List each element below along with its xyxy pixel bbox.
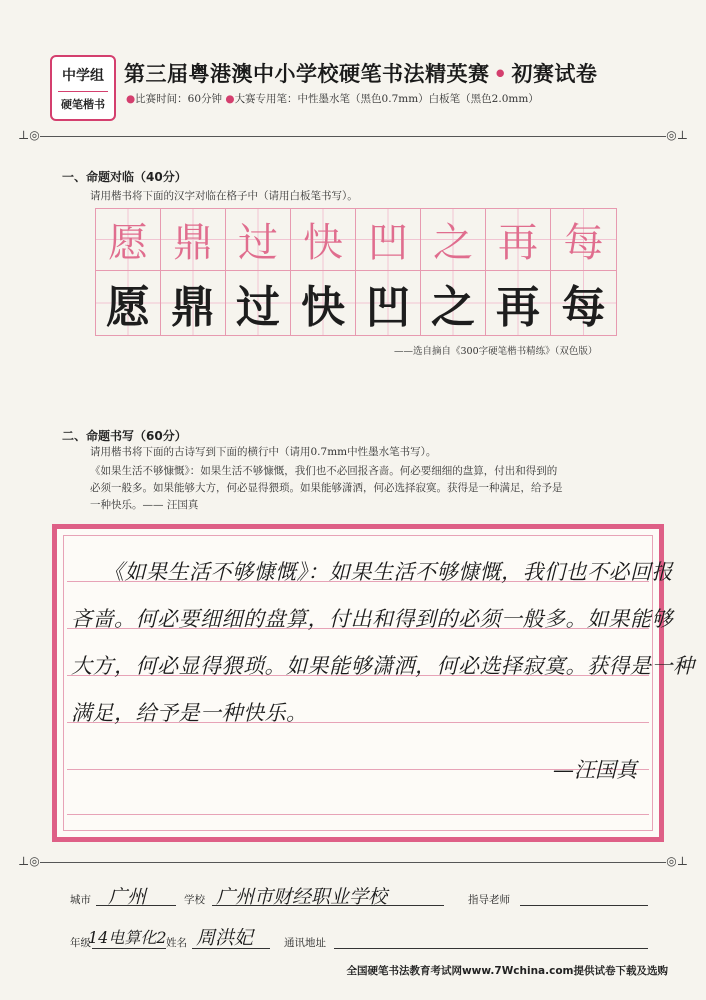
grid-cell-model — [551, 209, 616, 271]
model-char: 快 — [303, 220, 343, 266]
city-field[interactable]: 广州 — [108, 886, 147, 908]
badge-style-label: 硬笔楷书 — [61, 98, 105, 111]
teacher-underline — [520, 905, 648, 906]
poem-line: 一种快乐。—— 汪国真 — [90, 499, 199, 511]
grid-cell-copy[interactable] — [226, 271, 291, 335]
title-main: 第三届粤港澳中小学校硬笔书法精英赛 — [124, 62, 490, 86]
name-label: 姓名 — [166, 937, 187, 949]
poem-line: 《如果生活不够慷慨》：如果生活不够慷慨，我们也不必回报吝啬。何必要细细的盘算，付出和得到的 — [90, 465, 558, 477]
grid-cell-model — [96, 209, 161, 271]
grade-field[interactable]: 14电算化2 — [88, 928, 167, 947]
page-title — [124, 58, 597, 88]
section1-title: 一、命题对临（40分） — [62, 170, 187, 184]
copied-char: 再 — [496, 282, 540, 333]
section2-title: 二、命题书写（60分） — [62, 429, 187, 443]
copied-char: 快 — [301, 282, 345, 333]
grid-cell-copy[interactable] — [356, 271, 421, 335]
copied-char: 之 — [431, 282, 475, 333]
badge-separator — [58, 91, 108, 92]
ornament-icon: ◎⊥ — [666, 128, 688, 142]
writing-frame[interactable] — [52, 524, 695, 842]
grid-cell-copy[interactable] — [161, 271, 226, 335]
address-label: 通讯地址 — [284, 937, 326, 949]
grade-underline — [92, 948, 166, 949]
bottom-divider — [18, 854, 688, 868]
copy-grid — [95, 208, 617, 336]
top-divider — [18, 128, 688, 142]
grade-label: 年级 — [70, 937, 91, 949]
section1-instruction: 请用楷书将下面的汉字对临在格子中（请用白板笔书写）。 — [90, 190, 358, 202]
address-underline — [334, 948, 648, 949]
ruled-line — [67, 814, 649, 815]
bullet-icon: ● — [126, 93, 136, 105]
model-char: 每 — [563, 220, 604, 266]
bullet-icon: ● — [225, 93, 235, 105]
copied-char: 凹 — [366, 282, 410, 333]
source-attribution: ——选自摘自《300字硬笔楷书精练》（双色版） — [394, 346, 598, 357]
copied-char: 每 — [561, 282, 606, 333]
copied-char: 愿 — [106, 282, 150, 333]
grid-cell-copy[interactable] — [551, 271, 616, 335]
grid-cell-copy[interactable] — [291, 271, 356, 335]
model-char: 愿 — [108, 220, 148, 266]
grid-cell-model — [226, 209, 291, 271]
title-suffix: 初赛试卷 — [511, 62, 598, 86]
model-char: 之 — [433, 220, 473, 266]
copied-char: 过 — [236, 282, 280, 333]
name-field[interactable]: 周洪妃 — [196, 927, 254, 949]
exam-info — [126, 91, 539, 106]
teacher-label: 指导老师 — [468, 894, 510, 906]
poem-text — [90, 463, 670, 514]
handwriting-line: 大方，何必显得猥琐。如果能够潇洒，何必选择寂寞。获得是一种 — [71, 654, 695, 678]
model-char: 过 — [238, 220, 278, 266]
grid-cell-copy[interactable] — [486, 271, 551, 335]
handwriting-signature: —汪国真 — [553, 758, 637, 782]
model-char: 鼎 — [173, 220, 213, 266]
ornament-icon: ⊥◎ — [18, 128, 40, 142]
poem-line: 必须一般多。如果能够大方，何必显得猥琐。如果能够潇洒，何必选择寂寞。获得是一种满足，给予是 — [90, 482, 563, 494]
section2-instruction: 请用楷书将下面的古诗写到下面的横行中（请用0.7mm中性墨水笔书写）。 — [90, 446, 437, 458]
model-char: 再 — [498, 220, 538, 266]
website-footer: 全国硬笔书法教育考试网www.7Wchina.com提供试卷下载及选购 — [346, 965, 668, 977]
handwriting-line: 《如果生活不够慷慨》：如果生活不够慷慨，我们也不必回报 — [103, 560, 673, 584]
city-label: 城市 — [70, 894, 91, 906]
badge-group-label: 中学组 — [62, 68, 104, 84]
group-badge — [50, 55, 116, 121]
ornament-icon: ⊥◎ — [18, 854, 40, 868]
grid-cell-copy[interactable] — [421, 271, 486, 335]
grid-cell-model — [486, 209, 551, 271]
exam-pens: 大赛专用笔：中性墨水笔（黑色0.7mm）白板笔（黑色2.0mm） — [234, 93, 539, 105]
grid-cell-model — [161, 209, 226, 271]
ornament-icon: ◎⊥ — [666, 854, 688, 868]
grid-cell-model — [291, 209, 356, 271]
handwriting-line: 吝啬。何必要细细的盘算，付出和得到的必须一般多。如果能够 — [71, 607, 673, 631]
exam-time: 比赛时间：60分钟 — [135, 93, 223, 105]
title-dot: • — [493, 62, 508, 86]
grid-cell-copy[interactable] — [96, 271, 161, 335]
grid-cell-model — [356, 209, 421, 271]
grid-cell-model — [421, 209, 486, 271]
model-char: 凹 — [368, 220, 408, 266]
handwriting-line: 满足，给予是一种快乐。 — [71, 701, 308, 725]
school-field[interactable]: 广州市财经职业学校 — [216, 886, 388, 908]
school-label: 学校 — [184, 894, 205, 906]
copied-char: 鼎 — [171, 282, 215, 333]
